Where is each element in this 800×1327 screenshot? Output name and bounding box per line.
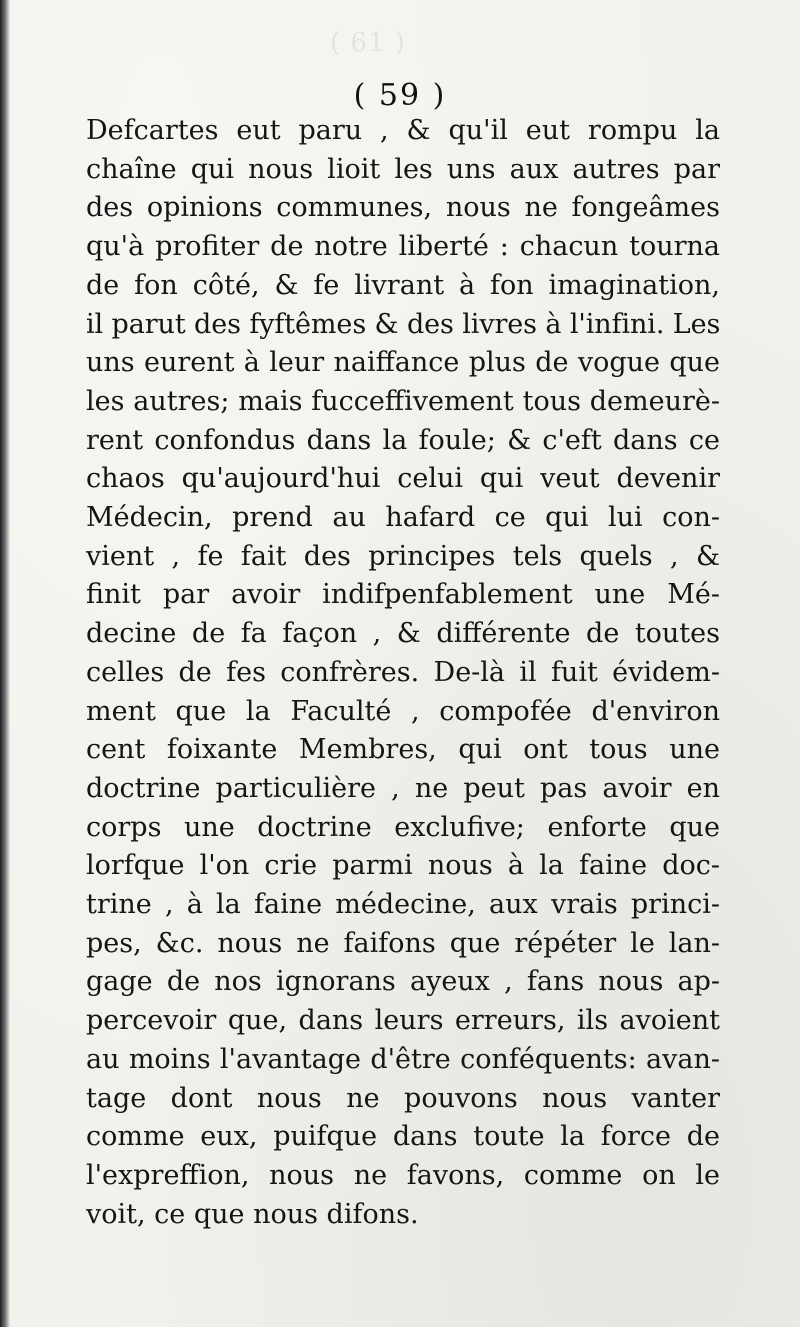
text-line: de fon côté, & fe livrant à fon imagination, xyxy=(86,269,720,301)
text-line: chaîne qui nous lioit les uns aux autres par xyxy=(86,153,720,185)
text-line: doctrine particulière , ne peut pas avoir en xyxy=(86,772,720,804)
bleed-through-page-number: ( 61 ) xyxy=(330,28,406,58)
text-line: gage de nos ignorans ayeux , fans nous ap- xyxy=(86,966,720,998)
text-line: qu'à profiter de notre liberté : chacun tourna xyxy=(86,231,720,263)
text-line: il parut des fyftêmes & des livres à l'infini. Les xyxy=(86,308,721,340)
text-line: finit par avoir indifpenfablement une Mé- xyxy=(86,579,720,611)
text-line: comme eux, puifque dans toute la force de xyxy=(86,1121,720,1153)
text-line: vient , fe fait des principes tels quels , & xyxy=(86,540,720,572)
text-line: au moins l'avantage d'être conféquents: avan- xyxy=(86,1043,720,1075)
text-line: trine , à la faine médecine, aux vrais princi- xyxy=(86,889,720,921)
text-line: les autres; mais fucceffivement tous demeurè- xyxy=(86,385,720,417)
text-line: pes, &c. nous ne faifons que répéter le lan- xyxy=(86,927,720,959)
text-line: ment que la Faculté , compofée d'environ xyxy=(86,695,720,727)
text-line: chaos qu'aujourd'hui celui qui veut devenir xyxy=(86,463,720,495)
text-line: celles de fes confrères. De-là il fuit évidem- xyxy=(86,656,720,688)
text-line: percevoir que, dans leurs erreurs, ils avoient xyxy=(86,1005,720,1037)
text-line: decine de fa façon , & différente de toutes xyxy=(86,618,720,650)
text-line: Médecin, prend au hafard ce qui lui con- xyxy=(86,502,720,534)
text-line: corps une doctrine exclufive; enforte que xyxy=(86,811,720,843)
text-line: des opinions communes, nous ne fongeâmes xyxy=(86,192,720,224)
text-line: tage dont nous ne pouvons nous vanter xyxy=(86,1082,720,1114)
text-line: l'expreffion, nous ne favons, comme on le xyxy=(86,1159,720,1191)
text-line: rent confondus dans la foule; & c'eft dans ce xyxy=(86,424,720,456)
text-line: lorfque l'on crie parmi nous à la faine doc- xyxy=(86,850,720,882)
body-text xyxy=(86,112,720,1234)
page-binding-edge xyxy=(0,0,10,1327)
text-line-last: voit, ce que nous difons. xyxy=(86,1198,419,1230)
text-line: Defcartes eut paru , & qu'il eut rompu la xyxy=(86,115,720,146)
page-number: ( 59 ) xyxy=(353,78,447,113)
text-line: cent foixante Membres, qui ont tous une xyxy=(86,734,720,766)
text-line: uns eurent à leur naiffance plus de vogue que xyxy=(86,347,720,379)
